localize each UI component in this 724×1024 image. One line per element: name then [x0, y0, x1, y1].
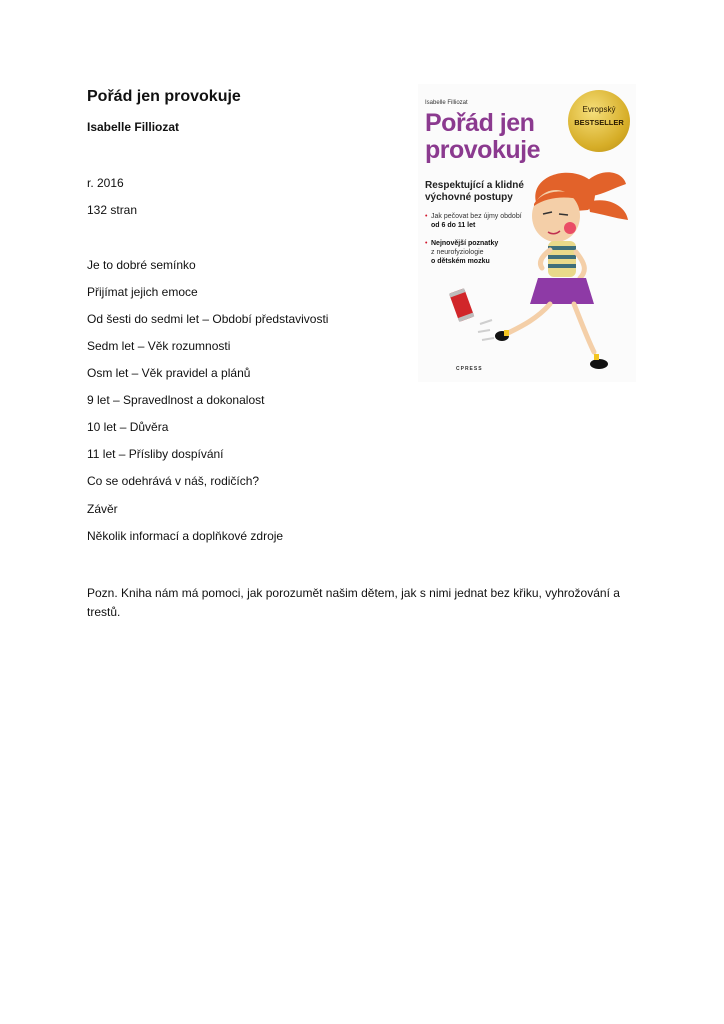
- page-title: Pořád jen provokuje: [87, 88, 241, 105]
- chapter-item: Je to dobré semínko: [87, 258, 196, 272]
- book-cover-image: [418, 84, 636, 382]
- note-paragraph: Pozn. Kniha nám má pomoci, jak porozumět našim dětem, jak s nimi jednat bez křiku, vyhrožování a trestů.: [87, 586, 620, 619]
- book-year: r. 2016: [87, 176, 124, 190]
- cover-title: Pořád jen provokuje: [425, 109, 540, 164]
- book-pages: 132 stran: [87, 203, 138, 217]
- cover-subtitle: Respektující a klidné výchovné postupy: [425, 180, 524, 203]
- chapter-item: Několik informací a doplňkové zdroje: [87, 529, 284, 543]
- bestseller-badge: Evropský BESTSELLER: [568, 90, 630, 152]
- chapter-item: Od šesti do sedmi let – Období představivosti: [87, 312, 329, 326]
- chapter-item: Přijímat jejich emoce: [87, 285, 198, 299]
- chapter-item: 10 let – Důvěra: [87, 420, 169, 434]
- cover-author: Isabelle Filliozat: [425, 100, 468, 106]
- chapter-item: 11 let – Přísliby dospívání: [87, 447, 224, 461]
- chapter-item: Co se odehrává v náš, rodičích?: [87, 474, 260, 488]
- chapter-item: 9 let – Spravedlnost a dokonalost: [87, 393, 265, 407]
- chapter-item: Osm let – Věk pravidel a plánů: [87, 366, 251, 380]
- cover-bullet: • Jak pečovat bez újmy období od 6 do 11 let: [431, 212, 526, 230]
- publisher-logo: CPRESS: [456, 366, 483, 372]
- chapter-item: Závěr: [87, 502, 118, 516]
- book-author: Isabelle Filliozat: [87, 120, 180, 134]
- chapter-item: Sedm let – Věk rozumnosti: [87, 339, 231, 353]
- cover-bullet: • Nejnovější poznatky z neurofyziologie o dětském mozku: [431, 239, 526, 266]
